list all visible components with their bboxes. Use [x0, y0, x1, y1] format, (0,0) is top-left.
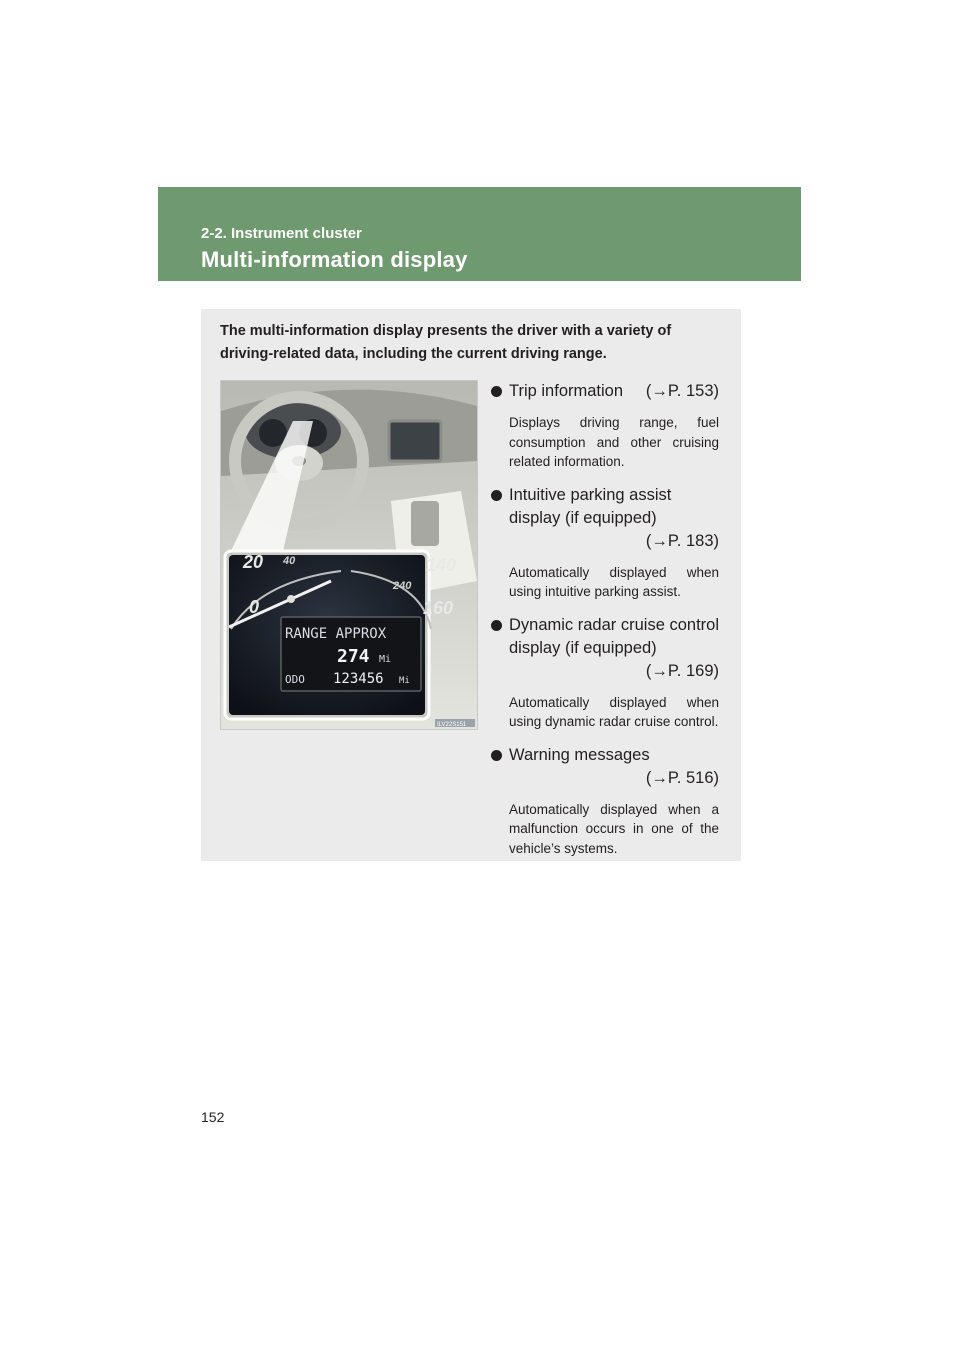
odo-value: 123456 [333, 671, 384, 687]
list-item [491, 614, 719, 732]
list-item [491, 744, 719, 859]
bullet-icon [491, 490, 502, 501]
page-reference-link[interactable]: (→P. 183) [645, 531, 719, 550]
feature-list [491, 380, 719, 870]
gauge-label: 40 [283, 555, 296, 567]
bullet-icon [491, 620, 502, 631]
page-number: 152 [201, 1109, 225, 1125]
item-description: Automatically displayed when using intuitive parking assist. [509, 564, 719, 599]
item-title: Dynamic radar cruise control display (if equipped) [509, 615, 719, 657]
item-heading [491, 614, 719, 683]
gauge-label: 20 [243, 552, 264, 572]
item-description: Automatically displayed when using dynamic radar cruise control. [509, 694, 719, 729]
range-value: 274 [337, 646, 370, 667]
item-title: Trip information [509, 382, 624, 400]
range-unit: Mi [379, 654, 392, 665]
section-label: 2-2. Instrument cluster [201, 225, 362, 242]
bullet-icon [491, 750, 502, 761]
item-description: Automatically displayed when a malfunction occurs in one of the vehicle’s systems. [509, 801, 719, 856]
dashboard-photo [220, 380, 478, 730]
item-title: Warning messages [509, 745, 650, 764]
content-box [201, 309, 741, 861]
page-reference-link[interactable]: (→P. 516) [645, 768, 719, 787]
gauge-label: 160 [423, 598, 454, 618]
range-label: RANGE APPROX [285, 626, 387, 642]
gauge-label: 140 [426, 555, 457, 575]
intro-text: The multi-information display presents the driver with a variety of driving-related data, including the current driving range. [220, 323, 672, 362]
item-heading [491, 744, 719, 790]
item-title: Intuitive parking assist display (if equipped) [509, 485, 672, 527]
item-description: Displays driving range, fuel consumption and other cruising related information. [509, 415, 719, 469]
section-header [158, 187, 801, 281]
figure-code: ILV22S151 [437, 722, 467, 728]
item-heading [491, 380, 719, 403]
odo-label: ODO [285, 673, 305, 686]
list-item [491, 484, 719, 602]
dashboard-illustration [221, 381, 477, 729]
gauge-label: 240 [393, 580, 412, 592]
page-title: Multi-information display [201, 247, 468, 272]
gauge-label: 0 [249, 597, 260, 617]
list-item [491, 380, 719, 472]
item-heading [491, 484, 719, 553]
page-reference-link[interactable]: (→P. 153) [645, 382, 719, 400]
bullet-icon [491, 386, 502, 397]
odo-unit: Mi [399, 676, 410, 686]
page-reference-link[interactable]: (→P. 169) [645, 661, 719, 680]
